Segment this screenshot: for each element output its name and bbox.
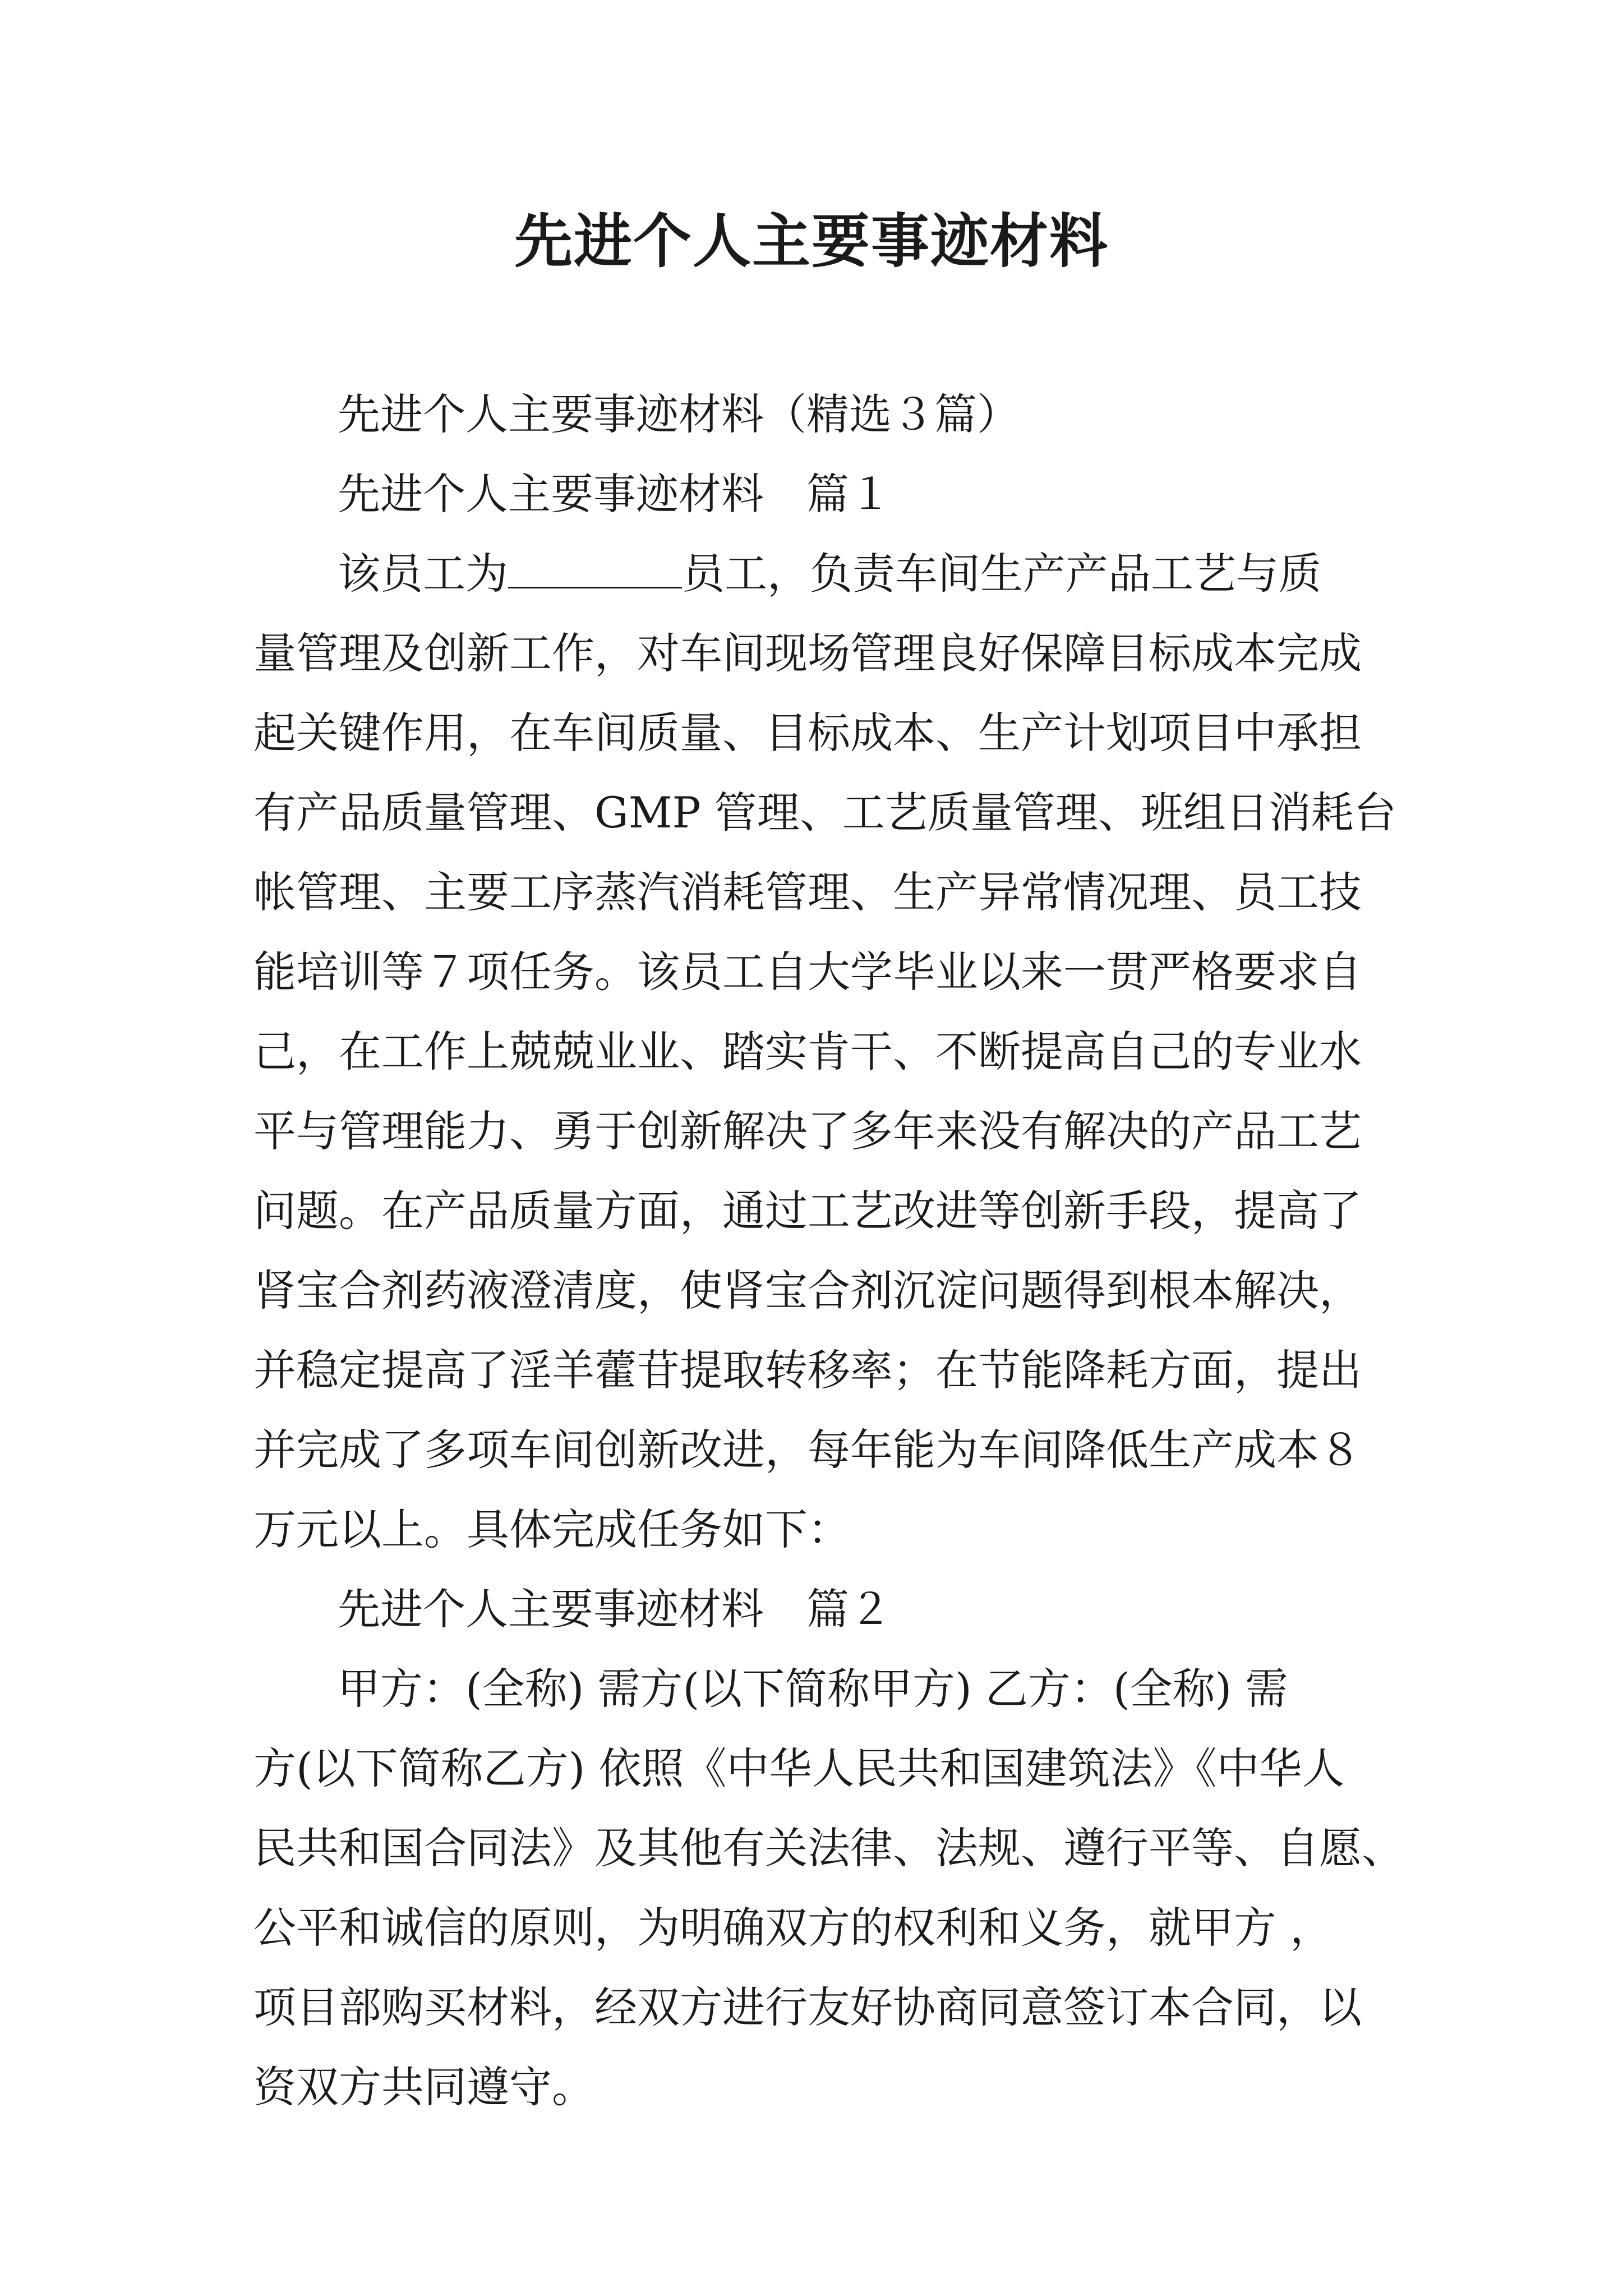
paragraph-line: 公平和诚信的原则，为明确双方的权利和义务，就甲方 ，: [253, 1903, 1333, 1953]
paragraph-line: 民共和国合同法》及其他有关法律、法规、遵行平等、自愿、: [253, 1823, 1404, 1873]
paragraph-line: 并完成了多项车间创新改进，每年能为车间降低生产成本８: [253, 1425, 1362, 1475]
paragraph-line: 肾宝合剂药液澄清度，使肾宝合剂沉淀问题得到根本解决，: [253, 1266, 1362, 1315]
document-body: [253, 375, 1404, 2127]
fill-in-blank: [508, 555, 682, 588]
document-subtitle: 先进个人主要事迹材料（精选３篇）: [338, 389, 1020, 439]
section-1-heading: 先进个人主要事迹材料 篇１: [338, 469, 892, 519]
paragraph-line: 起关键作用，在车间质量、目标成本、生产计划项目中承担: [253, 708, 1362, 758]
paragraph-line: 万元以上。具体完成任务如下：: [253, 1504, 850, 1554]
section-2-heading: 先进个人主要事迹材料 篇２: [338, 1584, 892, 1634]
paragraph-line: 项目部购买材料，经双方进行友好协商同意签订本合同，以: [253, 1982, 1362, 2032]
paragraph-line: 己，在工作上兢兢业业、踏实肯干、不断提高自己的专业水: [253, 1027, 1362, 1076]
paragraph-line: 量管理及创新工作，对车间现场管理良好保障目标成本完成: [253, 628, 1362, 678]
section-2-first-line: 甲方：(全称) 需方(以下简称甲方) 乙方：(全称) 需: [338, 1664, 1288, 1714]
section-1-first-line: [253, 534, 1378, 614]
paragraph-line: 帐管理、主要工序蒸汽消耗管理、生产异常情况理、员工技: [253, 867, 1362, 917]
paragraph-line: 能培训等７项任务。该员工自大学毕业以来一贯严格要求自: [253, 947, 1362, 997]
document-title: 先进个人主要事迹材料: [514, 206, 1109, 275]
paragraph-line: 有产品质量管理、GMP 管理、工艺质量管理、班组日消耗台: [253, 788, 1396, 838]
paragraph-line: 平与管理能力、勇于创新解决了多年来没有解决的产品工艺: [253, 1106, 1362, 1156]
paragraph-line: 问题。在产品质量方面，通过工艺改进等创新手段，提高了: [253, 1186, 1362, 1236]
paragraph-line: 并稳定提高了淫羊藿苷提取转移率；在节能降耗方面，提出: [253, 1345, 1362, 1395]
paragraph-line: 资双方共同遵守。: [253, 2062, 594, 2112]
line-text-before-blank: 该员工为: [338, 549, 508, 599]
line-text-after-blank: 员工，负责车间生产产品工艺与质: [682, 549, 1321, 599]
paragraph-line: 方(以下简称乙方) 依照《中华人民共和国建筑法》《中华人: [253, 1743, 1345, 1793]
